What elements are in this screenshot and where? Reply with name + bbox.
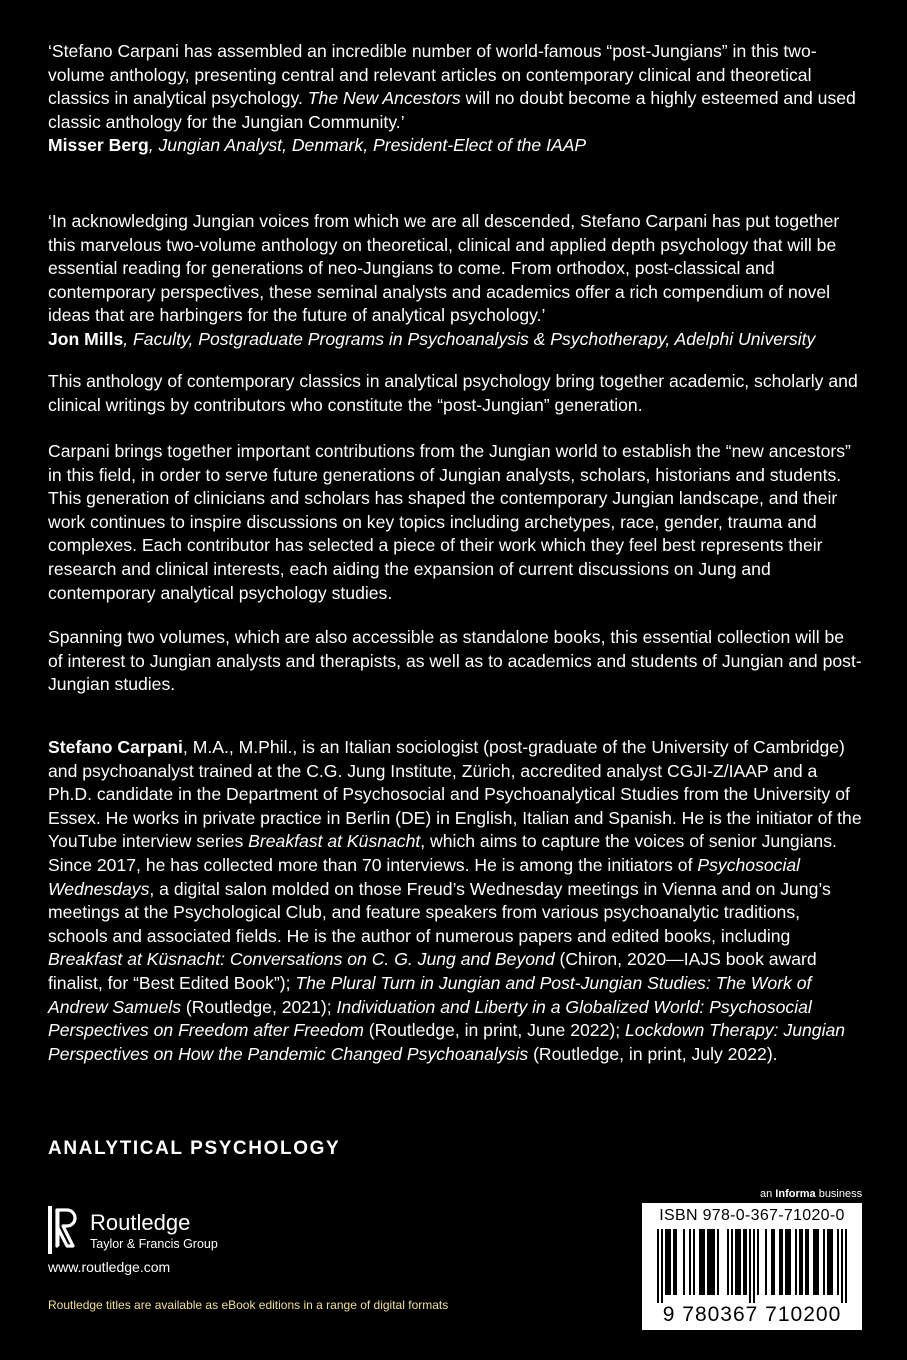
barcode-bar	[773, 1229, 775, 1295]
editor-name: Stefano Carpani	[48, 737, 183, 757]
barcode-bar	[711, 1229, 713, 1295]
barcode-bar	[823, 1229, 825, 1295]
barcode-bar	[699, 1229, 701, 1295]
publisher-group: Taylor & Francis Group	[90, 1237, 218, 1251]
barcode-bar	[737, 1229, 739, 1295]
barcode-bar	[837, 1229, 839, 1295]
quote-text: ‘In acknowledging Jungian voices from which we are all descended, Stefano Carpani has put together this marvelous two-volume anthology on theoretical, clinical and applied depth psychology that will be essential reading for generations of neo-Jungians to come. From orthodox, post-classical and contemporary perspectives, these seminal analysts and academics offer a rich compendium of novel ideas that are harbingers for the future of analytical psychology.’	[48, 211, 840, 326]
barcode-bar	[817, 1229, 819, 1295]
barcode-bar	[787, 1229, 789, 1295]
barcode-bar	[683, 1229, 685, 1295]
barcode-bar	[753, 1229, 755, 1303]
barcode-bar	[701, 1229, 703, 1295]
barcode-bar	[731, 1229, 733, 1295]
barcode-bar	[799, 1229, 801, 1295]
barcode-bar	[805, 1229, 807, 1295]
description-paragraph-1: This anthology of contemporary classics in analytical psychology bring together academic, scholarly and clinical writings by contributors who constitute the “post-Jungian” generation.	[48, 371, 858, 415]
barcode-bar	[657, 1229, 659, 1303]
review-quote-berg	[48, 40, 863, 158]
quote-text: ‘Stefano Carpani has assembled an incredible number of world-famous “post-Jungians” in this two-volume anthology, presenting central and relevant articles on contemporary clinical and theoretical classics in analytical psychology. The New Ancestors will no doubt become a highly esteemed and used classic anthology for the Jungian Community.’	[48, 41, 856, 132]
informa-business-label: an Informa business	[760, 1188, 863, 1200]
barcode-bar	[661, 1229, 663, 1303]
barcode-bar	[669, 1229, 671, 1295]
barcode-bar	[707, 1229, 709, 1295]
barcode-bar	[749, 1229, 751, 1303]
barcode-bar	[789, 1229, 791, 1295]
description-paragraph-2: Carpani brings together important contributions from the Jungian world to establish the “new ancestors” in this field, in order to serve future generations of Jungian analysts, scholars, historians and students. This generation of clinicians and scholars has shaped the contemporary Jungian landscape, and their work continues to inspire discussions on key topics including archetypes, race, gender, trauma and complexes. Each contributor has selected a piece of their work which they feel best represents their research and clinical interests, each aiding the expansion of current discussions on Jung and contemporary analytical psychology studies.	[48, 441, 851, 603]
barcode-bar	[735, 1229, 737, 1295]
barcode-bar	[713, 1229, 715, 1295]
quote-author: Misser Berg	[48, 135, 149, 156]
barcode-bar	[675, 1229, 677, 1295]
barcode-bar	[827, 1229, 829, 1295]
barcode-bar	[781, 1229, 783, 1295]
barcode-bar	[673, 1229, 675, 1295]
barcode-bar	[689, 1229, 691, 1295]
quote-author-role: , Faculty, Postgraduate Programs in Psychoanalysis & Psychotherapy, Adelphi University	[123, 328, 816, 349]
barcode-bar	[829, 1229, 831, 1295]
review-quote-mills	[48, 210, 863, 352]
barcode-bar	[831, 1229, 833, 1295]
barcode-bar	[765, 1229, 767, 1295]
routledge-logo-icon	[48, 1206, 78, 1254]
barcode-bar	[745, 1229, 747, 1295]
barcode-bar	[717, 1229, 719, 1295]
quote-author-role: , Jungian Analyst, Denmark, President-Elect of the IAAP	[148, 135, 587, 156]
series-label: ANALYTICAL PSYCHOLOGY	[48, 1138, 341, 1159]
barcode-bar	[815, 1229, 817, 1295]
barcode-bars	[650, 1229, 854, 1303]
quote-attribution	[48, 134, 863, 158]
quote-attribution	[48, 328, 863, 352]
barcode-bar	[779, 1229, 781, 1295]
barcode-bar	[757, 1229, 759, 1295]
barcode-bar	[727, 1229, 729, 1295]
isbn-digits: 9 780367 710200	[662, 1303, 842, 1326]
publisher-logo	[48, 1206, 248, 1254]
barcode-bar	[667, 1229, 669, 1295]
barcode-bar	[845, 1229, 847, 1303]
isbn-label: ISBN 978-0-367-71020-0	[659, 1207, 845, 1224]
barcode-bar	[771, 1229, 773, 1295]
barcode-bar	[801, 1229, 803, 1295]
description-paragraph-3: Spanning two volumes, which are also accessible as standalone books, this essential collection will be of interest to Jungian analysts and therapists, as well as to academics and students of Jungian and post-Jungian studies.	[48, 627, 862, 695]
barcode-bar	[785, 1229, 787, 1295]
barcode-bar	[841, 1229, 843, 1303]
barcode-bar	[665, 1229, 667, 1295]
quote-author: Jon Mills	[48, 328, 124, 349]
barcode-bar	[807, 1229, 809, 1295]
barcode-bar	[693, 1229, 695, 1295]
isbn-barcode	[642, 1203, 862, 1330]
barcode-bar	[703, 1229, 705, 1295]
barcode-bar	[813, 1229, 815, 1295]
barcode-bar	[795, 1229, 797, 1295]
editor-bio: Stefano Carpani, M.A., M.Phil., is an Italian sociologist (post-graduate of the University of Cambridge) and psychoanalyst trained at the C.G. Jung Institute, Zürich, accredited analyst CGJI-Z/IAAP and a Ph.D. candidate in the Department of Psychosocial and Psychoanalytical Studies from the University of Essex. He works in private practice in Berlin (DE) in English, Italian and Spanish. He is the initiator of the YouTube interview series Breakfast at Küsnacht, which aims to capture the voices of senior Jungians. Since 2017, he has collected more than 70 interviews. He is among the initiators of Psychosocial Wednesdays, a digital salon molded on those Freud’s Wednesday meetings in Vienna and on Jung’s meetings at the Psychological Club, and feature speakers from various psychoanalytic traditions, schools and associated fields. He is the author of numerous papers and edited books, including Breakfast at Küsnacht: Conversations on C. G. Jung and Beyond (Chiron, 2020—IAJS book award finalist, for “Best Edited Book”); The Plural Turn in Jungian and Post-Jungian Studies: The Work of Andrew Samuels (Routledge, 2021); Individuation and Liberty in a Globalized World: Psychosocial Perspectives on Freedom after Freedom (Routledge, in print, June 2022); Lockdown Therapy: Jungian Perspectives on How the Pandemic Changed Psychoanalysis (Routledge, in print, July 2022).	[48, 737, 862, 1064]
barcode-bar	[743, 1229, 745, 1295]
publisher-name: Routledge	[90, 1210, 191, 1235]
barcode-bar	[739, 1229, 741, 1295]
barcode-bar	[709, 1229, 711, 1295]
publisher-website: www.routledge.com	[48, 1259, 171, 1275]
ebook-footnote: Routledge titles are available as eBook editions in a range of digital formats	[48, 1298, 449, 1312]
